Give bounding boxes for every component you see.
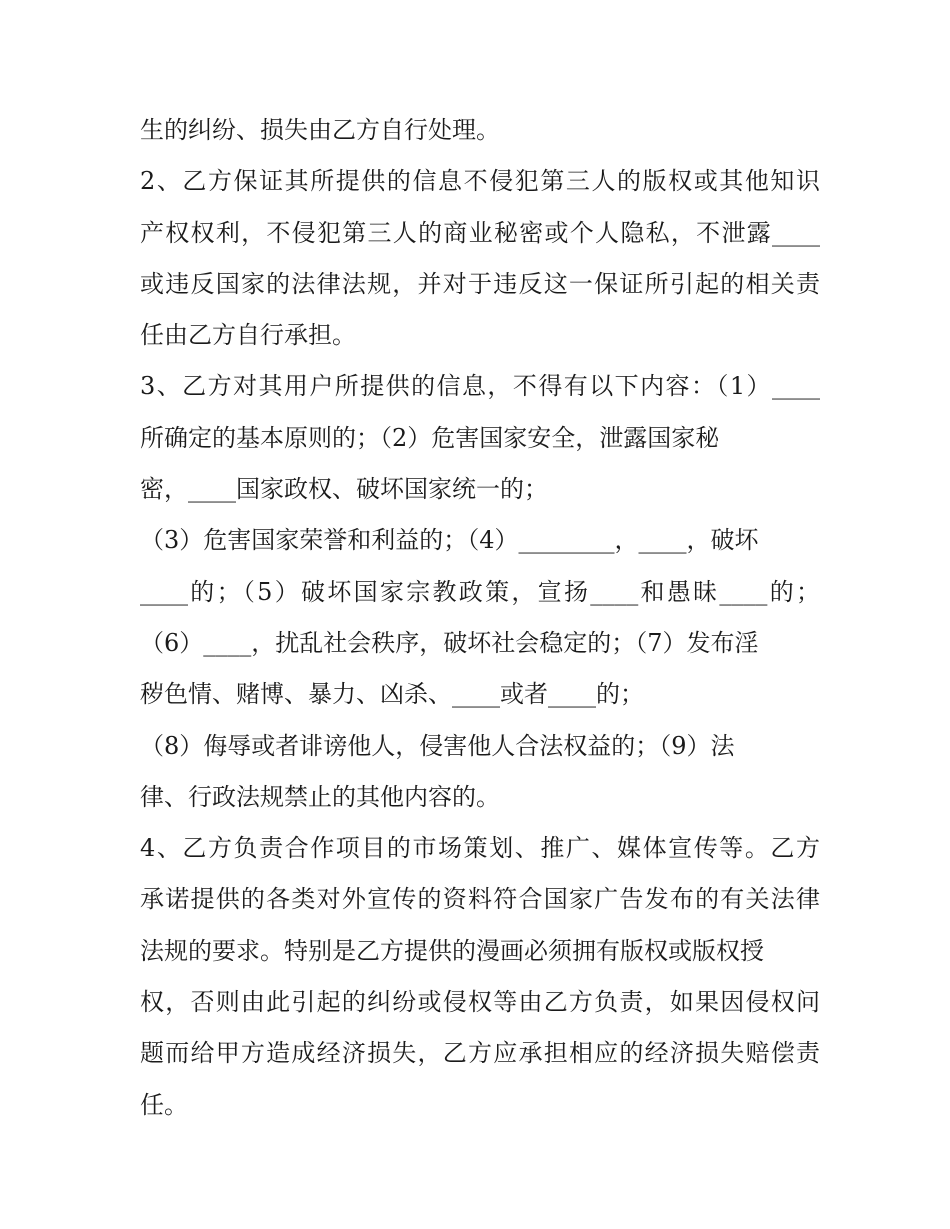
- text-line: 4、乙方负责合作项目的市场策划、推广、媒体宣传等。乙方: [140, 834, 820, 863]
- text-line: 或违反国家的法律法规，并对于违反这一保证所引起的相关责: [140, 269, 820, 298]
- text-line: 承诺提供的各类对外宣传的资料符合国家广告发布的有关法律: [140, 885, 820, 914]
- contract-text: [140, 105, 820, 1131]
- text-line: 生的纠纷、损失由乙方自行处理。: [140, 116, 500, 144]
- text-line: 任。: [140, 1090, 188, 1119]
- text-line: ____的；（5）破坏国家宗教政策，宣扬____和愚昧____的；: [140, 577, 820, 606]
- text-line: 密，____国家政权、破坏国家统一的；: [140, 475, 548, 504]
- text-line: （6）____，扰乱社会秩序，破坏社会稳定的；（7）发布淫: [140, 628, 759, 657]
- text-line: 秽色情、赌博、暴力、凶杀、____或者____的；: [140, 680, 644, 709]
- text-line: 题而给甲方造成经济损失，乙方应承担相应的经济损失赔偿责: [140, 1039, 820, 1068]
- text-line: 所确定的基本原则的；（2）危害国家安全，泄露国家秘: [140, 423, 720, 452]
- text-line: 法规的要求。特别是乙方提供的漫画必须拥有版权或版权授: [140, 936, 764, 965]
- text-line: （8）侮辱或者诽谤他人，侵害他人合法权益的；（9）法: [140, 731, 735, 760]
- text-line: 产权权利，不侵犯第三人的商业秘密或个人隐私，不泄露____: [140, 218, 820, 247]
- text-line: 任由乙方自行承担。: [140, 321, 356, 350]
- text-line: 2、乙方保证其所提供的信息不侵犯第三人的版权或其他知识: [140, 167, 820, 196]
- text-line: （3）危害国家荣誉和利益的；（4）________，____，破坏: [140, 526, 759, 555]
- text-line: 3、乙方对其用户所提供的信息，不得有以下内容：（1）____: [140, 372, 820, 401]
- text-line: 权，否则由此引起的纠纷或侵权等由乙方负责，如果因侵权问: [140, 988, 820, 1017]
- text-line: 律、行政法规禁止的其他内容的。: [140, 782, 500, 811]
